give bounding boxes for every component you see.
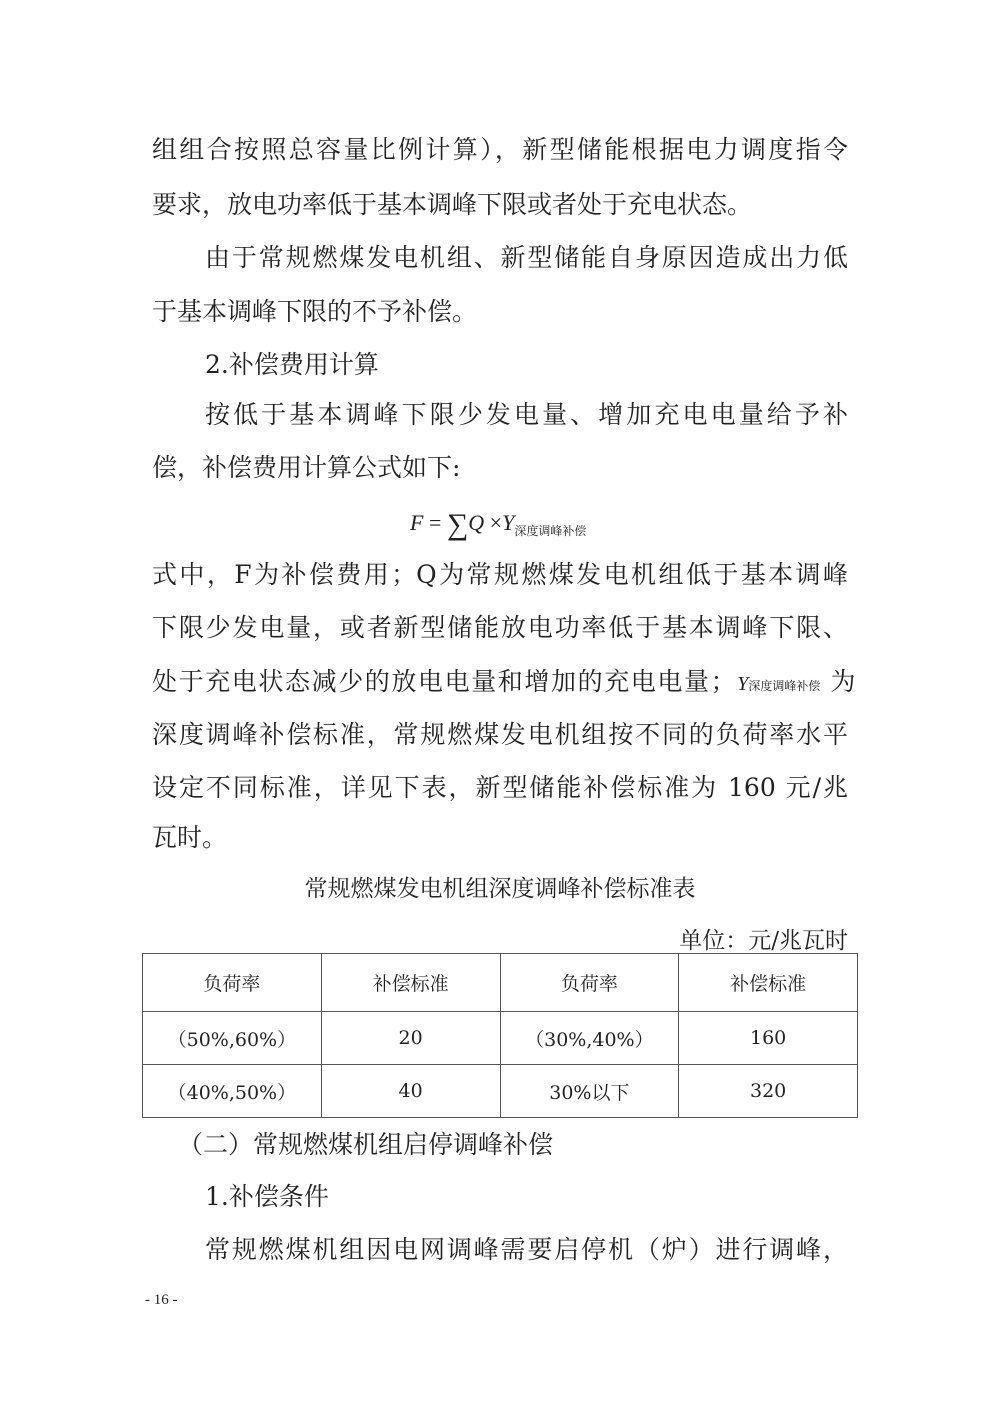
- paragraph-line: 下限少发电量，或者新型储能放电功率低于基本调峰下限、: [152, 613, 848, 642]
- table-cell: （50%,60%）: [143, 1012, 322, 1065]
- section-heading: 2.补偿费用计算: [205, 350, 379, 379]
- paragraph-line: 式中，F为补偿费用；Q为常规燃煤发电机组低于基本调峰: [152, 560, 848, 589]
- section-heading: （二）常规燃煤机组启停调峰补偿: [178, 1130, 554, 1159]
- table-cell: （30%,40%）: [500, 1012, 679, 1065]
- paragraph-line: 组组合按照总容量比例计算），新型储能根据电力调度指令: [152, 135, 848, 164]
- paragraph-line: 由于常规燃煤发电机组、新型储能自身原因造成出力低: [205, 243, 848, 272]
- table-row: [143, 1012, 858, 1065]
- table-title: 常规燃煤发电机组深度调峰补偿标准表: [304, 876, 696, 902]
- paragraph-text: 处于充电状态减少的放电电量和增加的充电电量；: [152, 667, 738, 696]
- formula-times: ×: [489, 510, 503, 535]
- paragraph-line: 按低于基本调峰下限少发电量、增加充电电量给予补: [205, 400, 848, 429]
- paragraph-line: 瓦时。: [152, 823, 228, 852]
- page-number: - 16 -: [145, 1292, 178, 1308]
- paragraph-line: 常规燃煤机组因电网调峰需要启停机（炉）进行调峰，: [205, 1235, 848, 1264]
- formula-eq: =: [428, 510, 442, 535]
- table-cell: 20: [321, 1012, 500, 1065]
- table-cell: 320: [679, 1065, 858, 1118]
- table-row: [143, 1065, 858, 1118]
- paragraph-text: 为: [830, 667, 856, 696]
- paragraph-line: 要求，放电功率低于基本调峰下限或者处于充电状态。: [152, 190, 753, 219]
- table-cell: 160: [679, 1012, 858, 1065]
- inline-y: Y: [737, 673, 749, 695]
- compensation-table: [142, 953, 858, 1118]
- formula-sigma: ∑: [446, 508, 469, 541]
- table-header-row: [143, 954, 858, 1012]
- table-cell: 40: [321, 1065, 500, 1118]
- section-heading: 1.补偿条件: [205, 1182, 329, 1211]
- paragraph-line: 设定不同标准，详见下表，新型储能补偿标准为 160 元/兆: [152, 773, 848, 802]
- paragraph-line: 偿，补偿费用计算公式如下:: [152, 453, 461, 482]
- header-cell: 补偿标准: [321, 954, 500, 1012]
- table-cell: （40%,50%）: [143, 1065, 322, 1118]
- formula: [410, 508, 586, 542]
- header-cell: 补偿标准: [679, 954, 858, 1012]
- header-cell: 负荷率: [500, 954, 679, 1012]
- table-unit: 单位：元/兆瓦时: [679, 928, 848, 954]
- formula-subscript: 深度调峰补偿: [514, 524, 587, 538]
- paragraph-line: 于基本调峰下限的不予补偿。: [152, 297, 478, 326]
- table-cell: 30%以下: [500, 1065, 679, 1118]
- header-cell: 负荷率: [143, 954, 322, 1012]
- inline-y-subscript: 深度调峰补偿: [748, 679, 821, 693]
- paragraph-line: 深度调峰补偿标准，常规燃煤发电机组按不同的负荷率水平: [152, 720, 848, 749]
- formula-q: Q: [468, 510, 485, 535]
- formula-f: F: [410, 510, 424, 535]
- paragraph-line: [152, 666, 856, 702]
- formula-y: Y: [502, 510, 515, 535]
